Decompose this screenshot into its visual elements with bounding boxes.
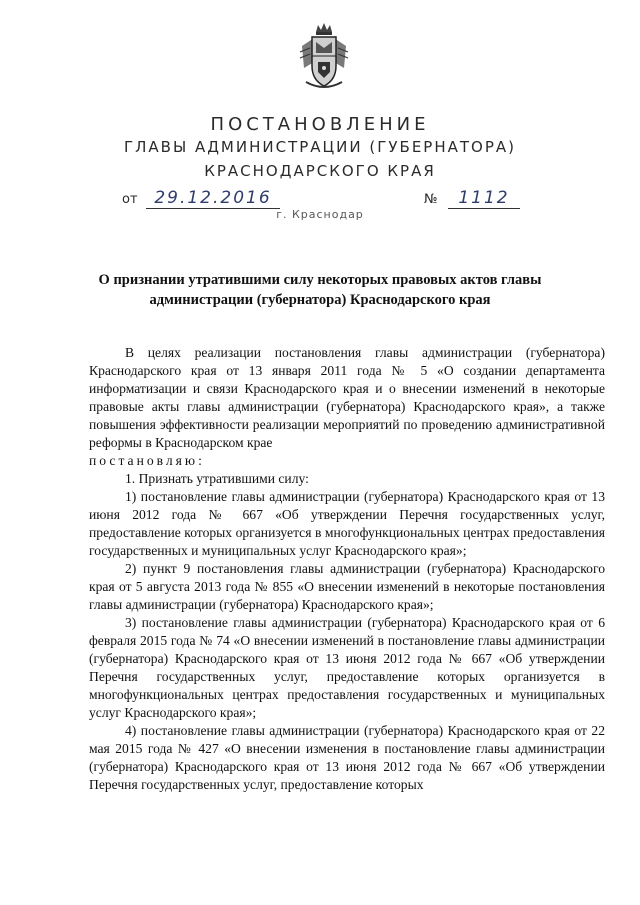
city-label: г. Краснодар — [276, 208, 364, 221]
issuer-line-2: КРАСНОДАРСКОГО КРАЯ — [204, 162, 436, 180]
coat-of-arms-emblem — [294, 22, 354, 92]
document-title-line-1: О признании утратившими силу некоторых правовых актов главы — [98, 272, 542, 288]
number-value: 1112 — [458, 188, 510, 208]
document-title — [80, 270, 560, 310]
item-1: 1. Признать утратившими силу: — [125, 471, 309, 486]
document-type-title: ПОСТАНОВЛЕНИЕ — [210, 114, 430, 135]
date-value: 29.12.2016 — [154, 188, 272, 208]
number-label: № — [424, 192, 438, 207]
number-field — [448, 188, 520, 209]
subitem-3: 3) постановление главы администрации (губернатора) Краснодарского края от 6 февраля 2015 года № 74 «О внесении изменений в постановление главы администрации (губернатора) Краснодарского края от 13 июня 2012 года № 667 «Об утверждении Перечня государственных услуг, предоставление которых организуется в многофункциональных центрах предоставления государственных и муниципальных услуг Краснодарского края»; — [89, 615, 605, 720]
subitem-2: 2) пункт 9 постановления главы администрации (губернатора) Краснодарского края от 5 августа 2013 года № 855 «О внесении изменений в некоторые постановления главы администрации (губернатора) Краснодарского края»; — [89, 561, 605, 612]
date-label: от — [122, 192, 138, 207]
subitem-1: 1) постановление главы администрации (губернатора) Краснодарского края от 13 июня 2012 года № 667 «Об утверждении Перечня государственных услуг, предоставление которых организуется в многофункциональных центрах предоставления государственных и муниципальных услуг Краснодарского края»; — [89, 489, 605, 558]
subitem-4: 4) постановление главы администрации (губернатора) Краснодарского края от 22 мая 2015 года № 427 «О внесении изменения в постановление главы администрации (губернатора) Краснодарского края от 13 июня 2012 года № 667 «Об утверждении Перечня государственных услуг, предоставление которых — [89, 723, 605, 792]
document-body — [89, 344, 605, 794]
preamble-paragraph: В целях реализации постановления главы администрации (губернатора) Краснодарского края от 13 января 2011 года № 5 «О создании департамента информатизации и связи Краснодарского края и о внесении изменений в некоторые правовые акты главы администрации (губернатора) Краснодарского края», а также повышения эффективности реализации мероприятий по проведению административной реформы в Краснодарском крае — [89, 345, 605, 450]
document-title-line-2: администрации (губернатора) Краснодарского края — [149, 292, 491, 308]
decree-word: постановляю: — [89, 453, 205, 468]
date-field — [146, 188, 280, 209]
issuer-line-1: ГЛАВЫ АДМИНИСТРАЦИИ (ГУБЕРНАТОРА) — [123, 138, 517, 156]
